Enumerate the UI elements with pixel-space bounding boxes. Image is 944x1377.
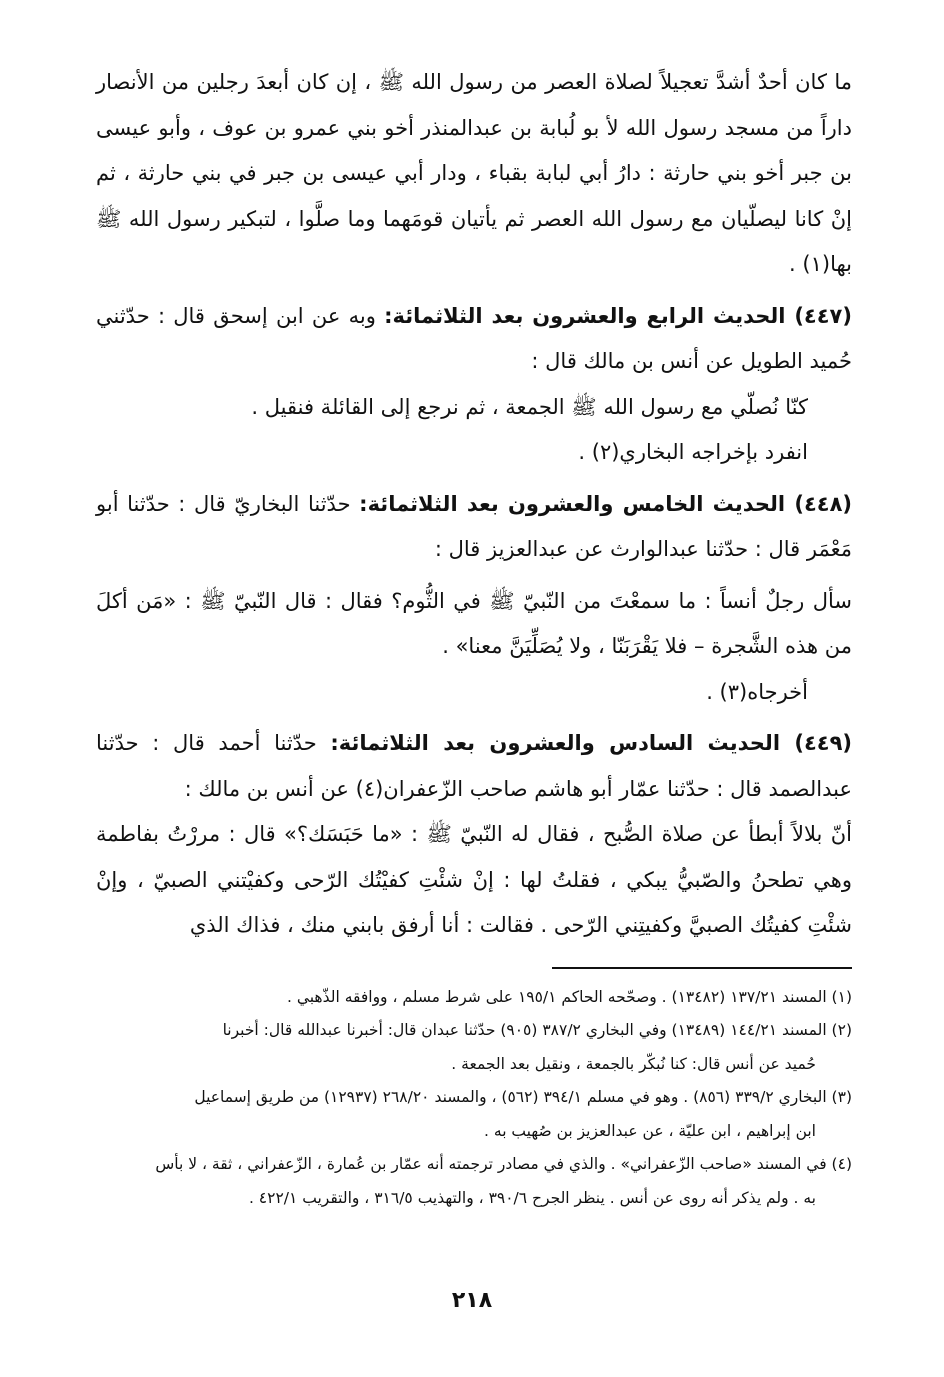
hadith-449-isnad-text: حدّثنا أحمد قال : حدّثنا عبدالصمد قال : حدّثنا عمّار أبو هاشم صاحب الزّعفران(٤) عن أنس بن مالك : bbox=[96, 731, 852, 801]
page-number: ٢١٨ bbox=[451, 1288, 493, 1313]
footnote-4: (٤) في المسند «صاحب الزّعفراني» . والذي في مصادر ترجمته أنه عمّار بن عُمارة ، الزّعفراني ، ثقة ، لا بأس bbox=[155, 1155, 852, 1173]
footnote-1: (١) المسند ١٣٧/٢١ (١٣٤٨٢) . وصحّحه الحاكم ١٩٥/١ على شرط مسلم ، ووافقه الذّهبي . bbox=[286, 987, 852, 1006]
footnotes bbox=[96, 981, 852, 1216]
hadith-449-heading: (٤٤٩) الحديث السادس والعشرون بعد الثلاثمائة: bbox=[330, 731, 853, 755]
footnote-divider bbox=[552, 967, 852, 969]
hadith-449-isnad bbox=[96, 721, 852, 812]
hadith-448-isnad bbox=[96, 482, 852, 573]
hadith-448-matn: سأل رجلٌ أنساً : ما سمعْتَ من النّبيّ ﷺ في الثُّوم؟ فقال : قال النّبيّ ﷺ : «مَن أكلَ من هذه الشَّجرة – فلا يَقْرَبَنّا ، ولا يُصَلِّيَنَّ معنا» . bbox=[96, 588, 852, 658]
paragraph-hadith-446-continuation bbox=[96, 60, 852, 288]
hadith-447-heading: (٤٤٧) الحديث الرابع والعشرون بعد الثلاثمائة: bbox=[384, 303, 852, 328]
footnote-2: (٢) المسند ١٤٤/٢١ (١٣٤٨٩) وفي البخاري ٣٨٧/٢ (٩٠٥) حدّثنا عبدان قال: أخبرنا عبدالله قال: أخبرنا bbox=[222, 1021, 852, 1039]
footnote-2-continuation: حُميد عن أنس قال: كنا نُبكّر بالجمعة ، ونقيل بعد الجمعة . bbox=[451, 1054, 816, 1073]
hadith-448-isnad-text: حدّثنا البخاريّ قال : حدّثنا أبو مَعْمَر قال : حدّثنا عبدالوارث عن عبدالعزيز قال : bbox=[96, 491, 852, 561]
footnote-3: (٣) البخاري ٣٣٩/٢ (٨٥٦) . وهو في مسلم ٣٩٤/١ (٥٦٢) ، والمسند ٢٦٨/٢٠ (١٢٩٣٧) من طريق إسماعيل bbox=[194, 1088, 852, 1106]
hadith-448-heading: (٤٤٨) الحديث الخامس والعشرون بعد الثلاثمائة: bbox=[359, 491, 852, 516]
footnote-4-continuation: به . ولم يذكر أنه روى عن أنس . ينظر الجرح ٣٩٠/٦ ، والتهذيب ٣١٦/٥ ، والتقريب ٤٢٢/١ . bbox=[248, 1188, 816, 1207]
main-text bbox=[96, 60, 852, 949]
paragraph-text: ما كان أحدٌ أشدَّ تعجيلاً لصلاة العصر من رسول الله ﷺ ، إن كان أبعدَ رجلين من الأنصار داراً من مسجد رسول الله لأ بو لُبابة بن عبدالمنذر أخو بني عمرو بن عوف ، وأبو عيسى بن جبر أخو بني حارثة : دارُ أبي لبابة بقباء ، ودار أبي عيسى بن جبر في بني حارثة ، ثم إنْ كانا ليصلّيان مع رسول الله العصر ثم يأتيان قومَهما وما صلَّوا ، لتبكير رسول الله ﷺ بها(١) . bbox=[96, 70, 852, 276]
footnote-3-continuation: ابن إبراهيم ، ابن عليّة ، عن عبدالعزيز بن صُهيب به . bbox=[484, 1121, 816, 1140]
hadith-447-matn: كنّا نُصلّي مع رسول الله ﷺ الجمعة ، ثم نرجع إلى القائلة فنقيل . bbox=[251, 394, 808, 419]
hadith-448-note: أخرجاه(٣) . bbox=[706, 679, 808, 704]
hadith-447-isnad bbox=[96, 294, 852, 385]
hadith-447-note: انفرد بإخراجه البخاري(٢) . bbox=[578, 440, 808, 464]
hadith-449-matn: أنّ بلالاً أبطأ عن صلاة الصُّبح ، فقال له النّبيّ ﷺ : «ما حَبَسَك؟» قال : مررْتُ بفاطمة وهي تطحنُ والصّبيُّ يبكي ، فقلتُ لها : إنْ شئْتِ كفيْتُك الرّحى وكفيْتني الصبيّ ، وإنْ شئْتِ كفيتُك الصبيَّ وكفيتِني الرّحى . فقالت : أنا أرفق بابني منك ، فذاك الذي bbox=[96, 822, 852, 937]
hadith-447-isnad-text: وبه عن ابن إسحق قال : حدّثني حُميد الطويل عن أنس بن مالك قال : bbox=[96, 303, 852, 373]
